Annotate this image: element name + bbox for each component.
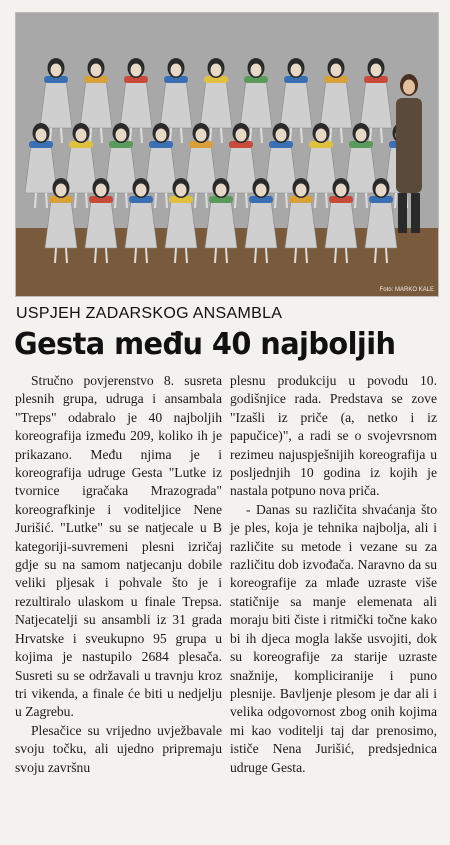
article-column-left bbox=[15, 372, 222, 777]
article-paragraph: - Danas su različita shvaćanja što je ples, koja je tehnika najbolja, ali i različite su metode i vezane su za različitu dob izvođača. Naravno da su koreografije za mlađe uzraste više statičnije sa manje elemenata ali moraju biti čiste i ritmički točne kako bi ih djeca mogla lakše usvojiti, dok su koreografije za starije uzraste snažnije, kompliciranije i puno plesnije. Bavljenje plesom je dar ali i velika odgovornost zbog onih kojima mi kao voditelji taj dar prenosimo, ističe Nena Jurišić, predsjednica udruge Gesta. bbox=[230, 501, 437, 775]
article-headline: Gesta među 40 najboljih bbox=[14, 327, 396, 362]
group-photo bbox=[15, 12, 439, 297]
article-paragraph: Plesačice su vrijedno uvježbavale svoju točku, ali ujedno pripremaju svoju završnu bbox=[15, 722, 222, 775]
photo-credit: Foto: MARKO KALE bbox=[379, 287, 434, 293]
article-column-right bbox=[230, 372, 437, 777]
article-paragraph: Stručno povjerenstvo 8. susreta plesnih grupa, udruga i ansambala "Treps" odabralo je 40 najboljih koreografija između 209, koliko ih je prikazano. Među njima je i koreografija udruge Gesta "Lutke iz tvornice igračaka Mrazograda" koreografkinje i voditeljice Nene Jurišić. "Lutke" su se natjecale u B kategoriji-suvremeni plesni izričaj gdje su na samom natjecanju dobile veliki pljesak i pohvale što je i rezultiralo ulaskom u finale Trepsa. Natjecatelji su ansambli iz 31 grada Hrvatske i sveukupno 95 grupa u kojima je nastupilo 2684 plesača. Susreti su se održavali u travnju kroz tri vikenda, a finale će biti u nedjelju u Zagrebu. bbox=[15, 373, 222, 720]
article-paragraph-continued: plesnu produkciju u povodu 10. godišnjice rada. Predstava se zove "Izašli iz priče (a, netko i iz papučice)", a radi se o svojevrsnom rezimeu najuspješnijih koreografija u posljednjih 10 godina iz kojih je nastala potpuno nova priča. bbox=[230, 373, 437, 499]
dancers-illustration bbox=[16, 13, 438, 296]
article-kicker: USPJEH ZADARSKOG ANSAMBLA bbox=[16, 305, 283, 322]
